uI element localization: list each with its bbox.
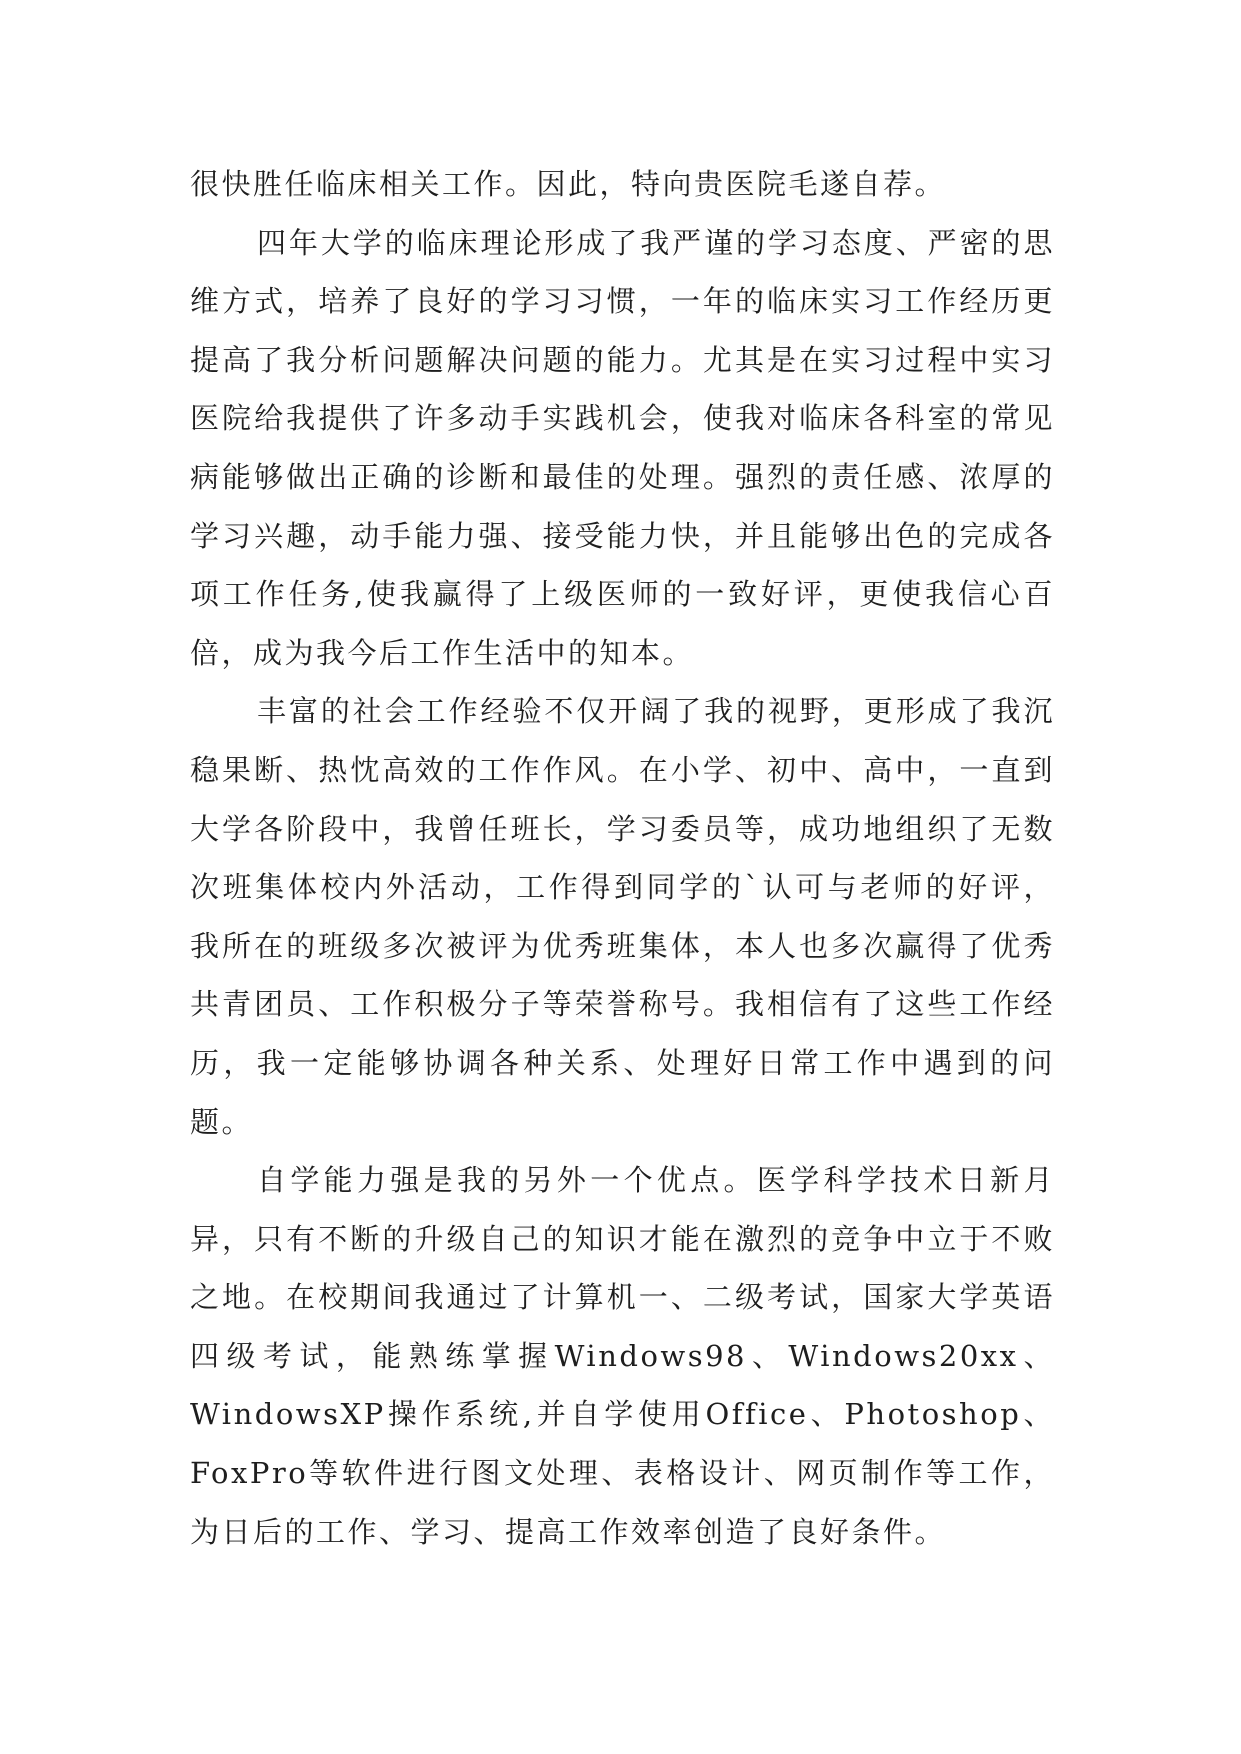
paragraph-self-learning: 自学能力强是我的另外一个优点。医学科学技术日新月异，只有不断的升级自己的知识才能在激烈的竞争中立于不败之地。在校期间我通过了计算机一、二级考试，国家大学英语四级考试，能熟练掌握Windows98、Windows20xx、WindowsXP操作系统,并自学使用Office、Photoshop、FoxPro等软件进行图文处理、表格设计、网页制作等工作，为日后的工作、学习、提高工作效率创造了良好条件。 <box>190 1163 1055 1549</box>
document-body <box>190 155 1055 1561</box>
paragraph-social-experience: 丰富的社会工作经验不仅开阔了我的视野，更形成了我沉稳果断、热忱高效的工作作风。在小学、初中、高中，一直到大学各阶段中，我曾任班长，学习委员等，成功地组织了无数次班集体校内外活动，工作得到同学的`认可与老师的好评，我所在的班级多次被评为优秀班集体，本人也多次赢得了优秀共青团员、工作积极分子等荣誉称号。我相信有了这些工作经历，我一定能够协调各种关系、处理好日常工作中遇到的问题。 <box>190 694 1055 1139</box>
paragraph-continuation: 很快胜任临床相关工作。因此，特向贵医院毛遂自荐。 <box>190 167 947 201</box>
paragraph-clinical-theory: 四年大学的临床理论形成了我严谨的学习态度、严密的思维方式，培养了良好的学习习惯，一年的临床实习工作经历更提高了我分析问题解决问题的能力。尤其是在实习过程中实习医院给我提供了许多动手实践机会，使我对临床各科室的常见病能够做出正确的诊断和最佳的处理。强烈的责任感、浓厚的学习兴趣，动手能力强、接受能力快，并且能够出色的完成各项工作任务,使我赢得了上级医师的一致好评，更使我信心百倍，成为我今后工作生活中的知本。 <box>190 225 1055 670</box>
